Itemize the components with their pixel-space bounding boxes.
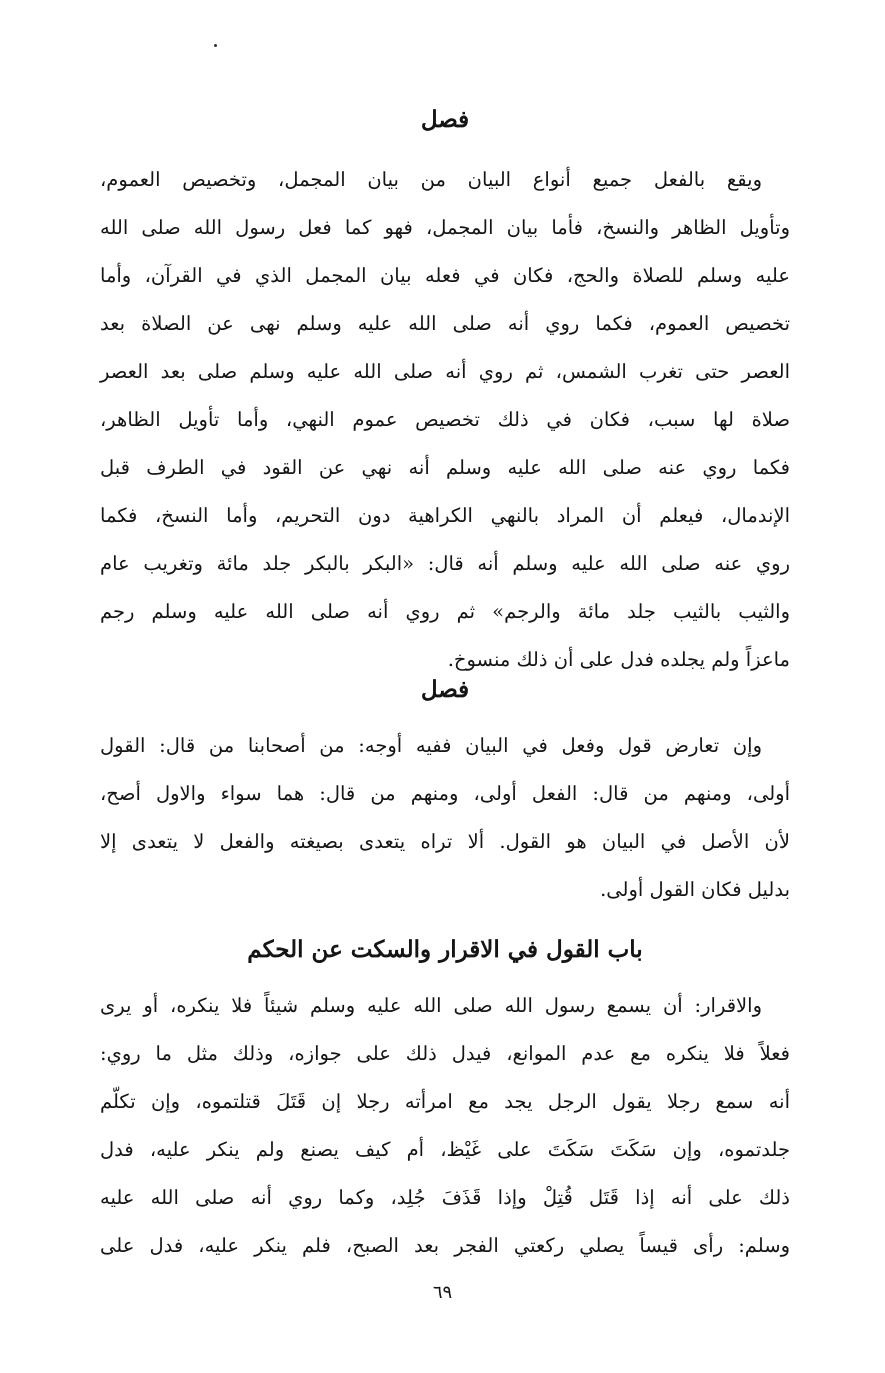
paragraph-line: بدليل فكان القول أولى. [600, 878, 790, 901]
paragraph-line: وإن تعارض قول وفعل في البيان ففيه أوجه: من أصحابنا من قال: القول [100, 734, 762, 757]
paragraph-line: أنه سمع رجلا يقول الرجل يجد مع امرأته رجلا إن قَتَلَ قتلتموه، وإن تكلّم [100, 1090, 790, 1113]
section-2 [100, 670, 790, 710]
section-2-heading: فصل [420, 676, 470, 703]
paragraph-line: لأن الأصل في البيان هو القول. ألا تراه يتعدى بصيغته والفعل لا يتعدى إلا [100, 830, 790, 853]
paragraph-line: أولى، ومنهم من قال: الفعل أولى، ومنهم من قال: هما سواء والاول أصح، [100, 782, 790, 805]
section-3 [100, 930, 790, 970]
paragraph-line: وتأويل الظاهر والنسخ، فأما بيان المجمل، فهو كما فعل رسول الله صلى الله [100, 216, 790, 239]
paragraph-line: فعلاً فلا ينكره مع عدم الموانع، فيدل ذلك على جوازه، وذلك مثل ما روي: [100, 1042, 790, 1065]
section-1-heading: فصل [420, 106, 470, 133]
section-2-body [100, 722, 790, 914]
paragraph-line: تخصيص العموم، فكما روي أنه صلى الله عليه وسلم نهى عن الصلاة بعد [100, 312, 790, 335]
paragraph-line: ذلك على أنه إذا قَتَل قُتِلْ وإذا قَذَفَ جُلِد، وكما روي أنه صلى الله عليه [100, 1186, 790, 1209]
page-number: ٦٩ [432, 1282, 453, 1303]
section-1 [100, 100, 790, 140]
paragraph-line: عليه وسلم للصلاة والحج، فكان في فعله بيان المجمل الذي في القرآن، وأما [100, 264, 790, 287]
paragraph-line: والثيب بالثيب جلد مائة والرجم» ثم روي أنه صلى الله عليه وسلم رجم [100, 600, 790, 623]
paragraph-line: العصر حتى تغرب الشمس، ثم روي أنه صلى الله عليه وسلم صلى بعد العصر [100, 360, 790, 383]
paragraph-line: والاقرار: أن يسمع رسول الله صلى الله عليه وسلم شيئاً فلا ينكره، أو يرى [100, 994, 762, 1017]
page-speck [214, 44, 217, 47]
paragraph-line: ويقع بالفعل جميع أنواع البيان من بيان المجمل، وتخصيص العموم، [100, 168, 762, 191]
paragraph-line: فكما روي عنه صلى الله عليه وسلم أنه نهي عن القود في الطرف قبل [100, 456, 790, 479]
paragraph-line: وسلم: رأى قيساً يصلي ركعتي الفجر بعد الصبح، فلم ينكر عليه، فدل على [100, 1234, 790, 1257]
paragraph-line: الإندمال، فيعلم أن المراد بالنهي الكراهية دون التحريم، وأما النسخ، فكما [100, 504, 790, 527]
chapter-heading: باب القول في الاقرار والسكت عن الحكم [247, 936, 643, 963]
section-3-body [100, 982, 790, 1270]
paragraph-line: صلاة لها سبب، فكان في ذلك تخصيص عموم النهي، وأما تأويل الظاهر، [100, 408, 790, 431]
paragraph-line: جلدتموه، وإن سَكَتَ سَكَتَ على غَيْظ، أم كيف يصنع ولم ينكر عليه، فدل [100, 1138, 790, 1161]
paragraph-line: روي عنه صلى الله عليه وسلم أنه قال: «البكر بالبكر جلد مائة وتغريب عام [100, 552, 790, 575]
section-1-body [100, 156, 790, 684]
paragraph-line: ماعزاً ولم يجلده فدل على أن ذلك منسوخ. [447, 648, 790, 671]
